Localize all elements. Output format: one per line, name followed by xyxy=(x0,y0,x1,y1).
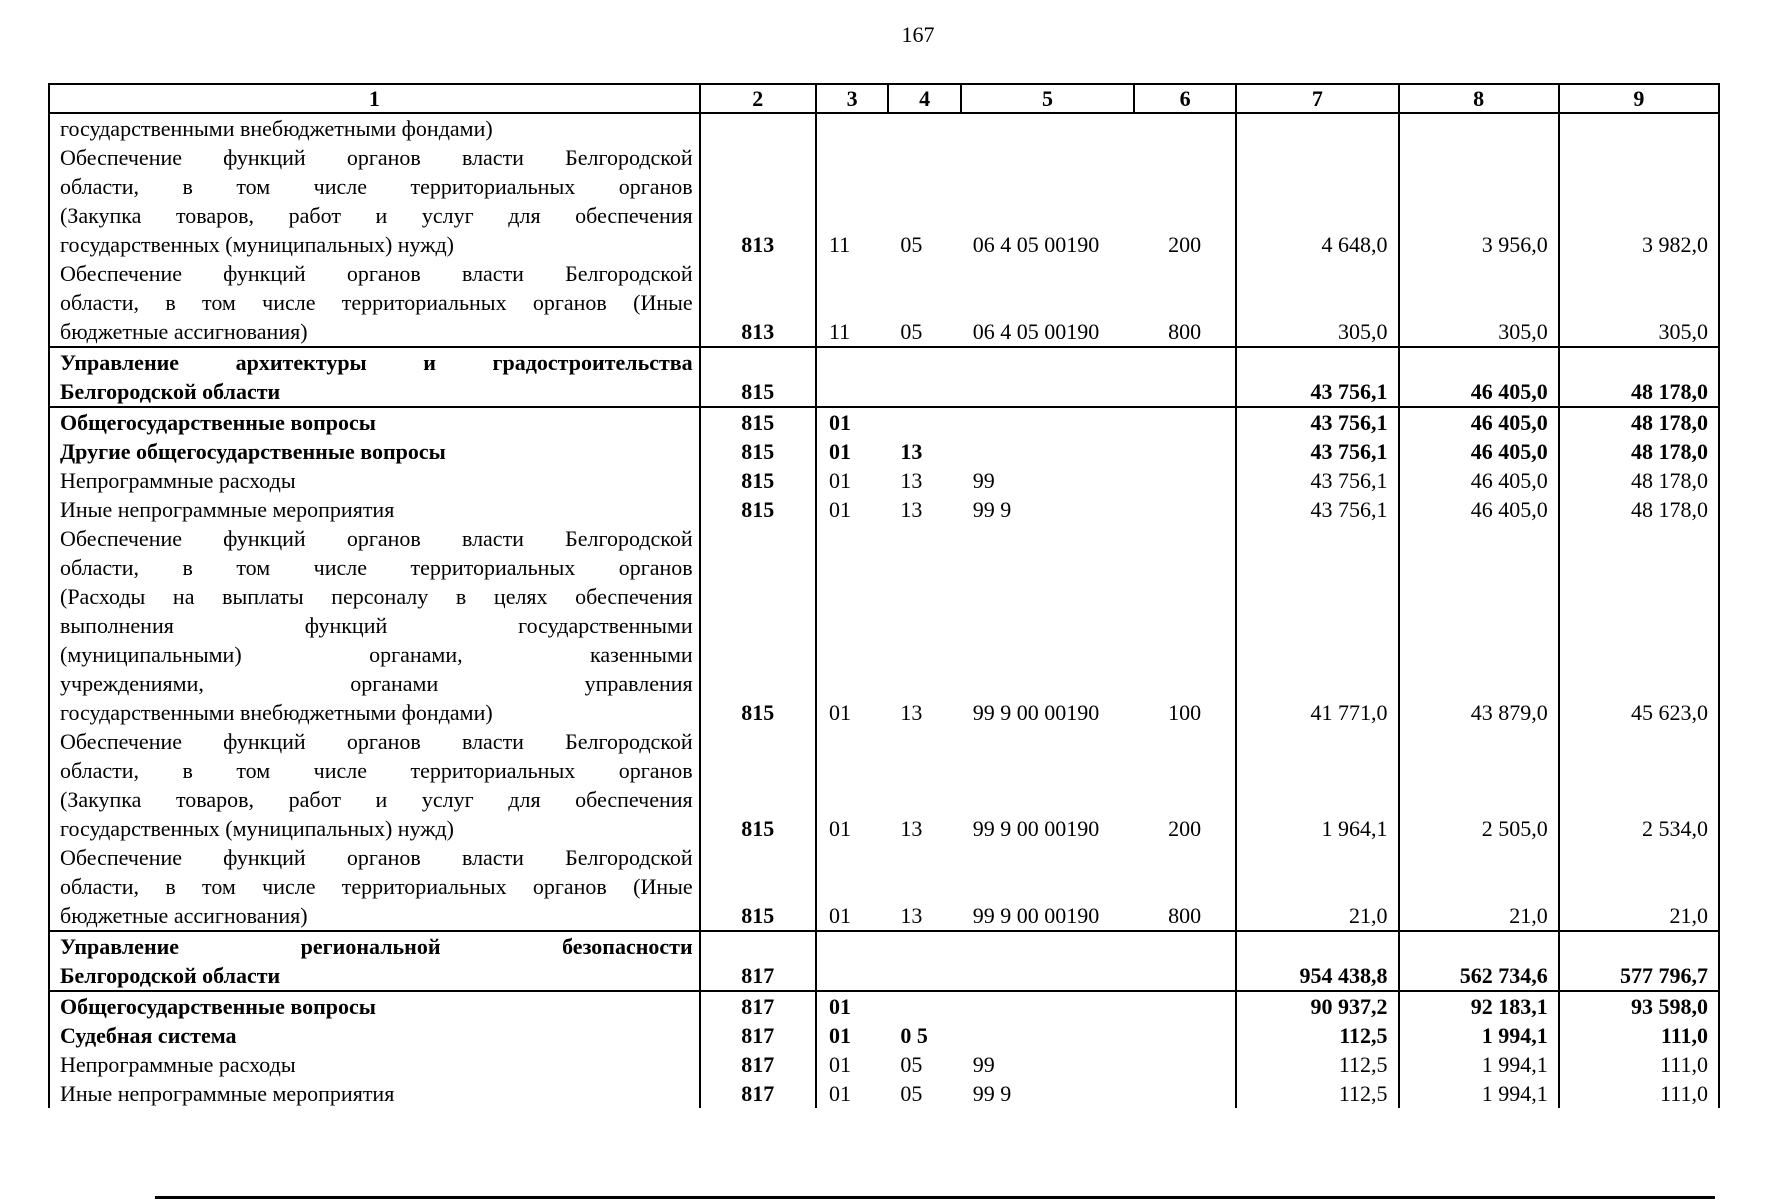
cell-amount-year-2: 21,0 xyxy=(1399,843,1559,931)
cell-ministry-code: 817 xyxy=(700,1050,816,1079)
description-line: Белгородской области xyxy=(60,379,281,404)
cell-target-article xyxy=(961,407,1134,437)
cell-section xyxy=(816,347,888,407)
description-line: Непрограммные расходы xyxy=(60,1052,296,1077)
cell-amount-year-3: 577 796,7 xyxy=(1559,931,1719,991)
cell-ministry-code: 815 xyxy=(700,466,816,495)
cell-amount-year-2 xyxy=(1399,113,1559,143)
description-line: государственными внебюджетными фондами) xyxy=(60,116,493,141)
cell-subsection: 13 xyxy=(900,497,923,522)
cell-amount-year-1: 41 771,0 xyxy=(1236,524,1398,727)
cell-subsection: 13 xyxy=(900,700,923,725)
cell-subsection: 05 xyxy=(900,319,923,344)
description-line: выполнения функций государственными xyxy=(60,613,693,638)
cell-ministry-code: 817 xyxy=(700,931,816,991)
cell-target-article xyxy=(961,991,1134,1021)
table-row xyxy=(49,495,1719,524)
cell-amount-year-2: 46 405,0 xyxy=(1399,495,1559,524)
cell-amount-year-3: 48 178,0 xyxy=(1559,466,1719,495)
cell-amount-year-2: 92 183,1 xyxy=(1399,991,1559,1021)
cell-subsection: 05 xyxy=(900,232,923,257)
cell-amount-year-3: 21,0 xyxy=(1559,843,1719,931)
cell-target-article: 99 9 00 00190 xyxy=(972,903,1100,928)
description-line: области, в том числе территориальных органов xyxy=(60,758,693,783)
description-line: (муниципальными) органами, казенными xyxy=(60,642,693,667)
cell-amount-year-2: 1 994,1 xyxy=(1399,1050,1559,1079)
cell-ministry-code: 815 xyxy=(700,437,816,466)
cell-section: 11 xyxy=(816,143,888,259)
cell-target-article xyxy=(961,1021,1134,1050)
bottom-rule xyxy=(155,1196,1715,1199)
cell-amount-year-3: 45 623,0 xyxy=(1559,524,1719,727)
row-description xyxy=(49,727,700,843)
cell-amount-year-3: 2 534,0 xyxy=(1559,727,1719,843)
header-col-7: 7 xyxy=(1236,84,1398,113)
cell-ministry-code: 815 xyxy=(700,495,816,524)
cell-target-article: 99 xyxy=(972,1052,995,1077)
description-line: Обеспечение функций органов власти Белгородской xyxy=(60,526,693,551)
cell-amount-year-2: 305,0 xyxy=(1399,259,1559,347)
table-row xyxy=(49,437,1719,466)
cell-amount-year-3: 48 178,0 xyxy=(1559,407,1719,437)
row-description xyxy=(49,1050,700,1079)
cell-expense-type xyxy=(1134,407,1236,437)
header-col-4: 4 xyxy=(888,84,960,113)
description-line: Иные непрограммные мероприятия xyxy=(60,1081,395,1106)
cell-amount-year-3: 48 178,0 xyxy=(1559,437,1719,466)
cell-amount-year-2: 2 505,0 xyxy=(1399,727,1559,843)
row-description xyxy=(49,1079,700,1108)
cell-subsection: 05 xyxy=(900,1052,923,1077)
cell-expense-type: 200 xyxy=(1134,143,1236,259)
cell-subsection: 05 xyxy=(900,1081,923,1106)
row-description xyxy=(49,347,700,407)
description-line: Управление региональной безопасности xyxy=(60,934,693,959)
cell-ministry-code: 815 xyxy=(700,843,816,931)
cell-target-article: 06 4 05 00190 xyxy=(972,232,1100,257)
description-line: области, в том числе территориальных органов xyxy=(60,555,693,580)
cell-ministry-code: 817 xyxy=(700,1021,816,1050)
row-description xyxy=(49,843,700,931)
description-line: бюджетные ассигнования) xyxy=(60,903,308,928)
description-line: области, в том числе территориальных органов xyxy=(60,174,693,199)
description-line: (Закупка товаров, работ и услуг для обеспечения xyxy=(60,787,693,812)
cell-expense-type: 800 xyxy=(1134,843,1236,931)
cell-amount-year-1: 43 756,1 xyxy=(1236,466,1398,495)
description-line: государственными внебюджетными фондами) xyxy=(60,700,493,725)
description-line: (Расходы на выплаты персоналу в целях обеспечения xyxy=(60,584,693,609)
cell-section: 01 xyxy=(816,727,888,843)
cell-amount-year-2: 562 734,6 xyxy=(1399,931,1559,991)
row-description xyxy=(49,259,700,347)
cell-amount-year-3: 111,0 xyxy=(1559,1079,1719,1108)
cell-subsection xyxy=(888,991,960,1021)
cell-expense-type xyxy=(1134,1050,1236,1079)
cell-amount-year-3: 48 178,0 xyxy=(1559,495,1719,524)
cell-amount-year-1: 90 937,2 xyxy=(1236,991,1398,1021)
header-col-1: 1 xyxy=(49,84,700,113)
description-line: области, в том числе территориальных органов (Иные xyxy=(60,874,693,899)
description-line: Иные непрограммные мероприятия xyxy=(60,497,395,522)
cell-amount-year-3: 111,0 xyxy=(1559,1050,1719,1079)
cell-expense-type xyxy=(1134,1079,1236,1108)
table-row xyxy=(49,843,1719,931)
row-description xyxy=(49,143,700,259)
cell-ministry-code: 817 xyxy=(700,1079,816,1108)
header-col-8: 8 xyxy=(1399,84,1559,113)
header-col-6: 6 xyxy=(1134,84,1236,113)
table-row xyxy=(49,991,1719,1021)
cell-section xyxy=(816,931,888,991)
description-line: (Закупка товаров, работ и услуг для обеспечения xyxy=(60,203,693,228)
cell-amount-year-3: 305,0 xyxy=(1559,259,1719,347)
header-col-5: 5 xyxy=(961,84,1134,113)
cell-section: 01 xyxy=(816,1021,888,1050)
cell-amount-year-1: 43 756,1 xyxy=(1236,407,1398,437)
cell-target-article: 99 9 00 00190 xyxy=(972,816,1100,841)
cell-amount-year-1: 112,5 xyxy=(1236,1021,1398,1050)
cell-ministry-code: 813 xyxy=(700,143,816,259)
cell-subsection xyxy=(888,931,960,991)
cell-section: 01 xyxy=(816,991,888,1021)
cell-amount-year-1: 21,0 xyxy=(1236,843,1398,931)
table-row xyxy=(49,466,1719,495)
cell-subsection: 0 5 xyxy=(900,1023,928,1048)
table-header xyxy=(49,84,1719,113)
cell-subsection xyxy=(888,113,960,143)
cell-amount-year-2: 46 405,0 xyxy=(1399,407,1559,437)
cell-expense-type: 800 xyxy=(1134,259,1236,347)
description-line: бюджетные ассигнования) xyxy=(60,319,308,344)
cell-section: 01 xyxy=(816,495,888,524)
cell-amount-year-2: 46 405,0 xyxy=(1399,437,1559,466)
table-row xyxy=(49,259,1719,347)
description-line: Другие общегосударственные вопросы xyxy=(60,439,446,464)
header-row xyxy=(49,84,1719,113)
cell-expense-type xyxy=(1134,437,1236,466)
cell-target-article xyxy=(961,931,1134,991)
description-line: государственных (муниципальных) нужд) xyxy=(60,816,454,841)
cell-amount-year-3 xyxy=(1559,113,1719,143)
cell-section xyxy=(816,113,888,143)
cell-target-article xyxy=(961,113,1134,143)
cell-section: 11 xyxy=(816,259,888,347)
cell-expense-type xyxy=(1134,931,1236,991)
cell-expense-type: 200 xyxy=(1134,727,1236,843)
cell-amount-year-1: 112,5 xyxy=(1236,1050,1398,1079)
table-row xyxy=(49,407,1719,437)
description-line: Обеспечение функций органов власти Белгородской xyxy=(60,145,693,170)
row-description xyxy=(49,466,700,495)
row-description xyxy=(49,991,700,1021)
cell-amount-year-1: 305,0 xyxy=(1236,259,1398,347)
cell-amount-year-2: 46 405,0 xyxy=(1399,347,1559,407)
description-line: Непрограммные расходы xyxy=(60,468,296,493)
cell-section: 01 xyxy=(816,1050,888,1079)
cell-amount-year-3: 111,0 xyxy=(1559,1021,1719,1050)
cell-expense-type xyxy=(1134,466,1236,495)
cell-amount-year-1: 4 648,0 xyxy=(1236,143,1398,259)
description-line: Общегосударственные вопросы xyxy=(60,994,376,1019)
header-col-3: 3 xyxy=(816,84,888,113)
row-description xyxy=(49,495,700,524)
cell-section: 01 xyxy=(816,407,888,437)
row-description xyxy=(49,407,700,437)
cell-expense-type xyxy=(1134,113,1236,143)
cell-ministry-code xyxy=(700,113,816,143)
budget-table xyxy=(48,83,1720,1108)
cell-amount-year-1 xyxy=(1236,113,1398,143)
cell-target-article: 99 9 xyxy=(972,497,1012,522)
cell-subsection xyxy=(888,347,960,407)
cell-amount-year-3: 48 178,0 xyxy=(1559,347,1719,407)
table-body xyxy=(49,113,1719,1108)
description-line: государственных (муниципальных) нужд) xyxy=(60,232,454,257)
cell-amount-year-3: 3 982,0 xyxy=(1559,143,1719,259)
cell-ministry-code: 817 xyxy=(700,991,816,1021)
cell-amount-year-3: 93 598,0 xyxy=(1559,991,1719,1021)
cell-ministry-code: 815 xyxy=(700,727,816,843)
cell-amount-year-1: 43 756,1 xyxy=(1236,437,1398,466)
cell-section: 01 xyxy=(816,466,888,495)
description-line: учреждениями, органами управления xyxy=(60,671,693,696)
description-line: Управление архитектуры и градостроительства xyxy=(60,350,693,375)
cell-amount-year-2: 1 994,1 xyxy=(1399,1021,1559,1050)
cell-amount-year-2: 1 994,1 xyxy=(1399,1079,1559,1108)
row-description xyxy=(49,1021,700,1050)
row-description xyxy=(49,524,700,727)
header-col-9: 9 xyxy=(1559,84,1719,113)
table-row xyxy=(49,1021,1719,1050)
row-description xyxy=(49,437,700,466)
description-line: Обеспечение функций органов власти Белгородской xyxy=(60,845,693,870)
cell-amount-year-2: 3 956,0 xyxy=(1399,143,1559,259)
description-line: Общегосударственные вопросы xyxy=(60,410,376,435)
cell-target-article: 99 9 xyxy=(972,1081,1012,1106)
cell-amount-year-2: 43 879,0 xyxy=(1399,524,1559,727)
cell-ministry-code: 813 xyxy=(700,259,816,347)
cell-subsection: 13 xyxy=(900,816,923,841)
header-col-2: 2 xyxy=(700,84,816,113)
cell-expense-type xyxy=(1134,347,1236,407)
cell-subsection: 13 xyxy=(900,903,923,928)
description-line: Белгородской области xyxy=(60,963,281,988)
cell-section: 01 xyxy=(816,843,888,931)
page-number: 167 xyxy=(901,22,935,47)
table-row xyxy=(49,1079,1719,1108)
cell-target-article xyxy=(961,437,1134,466)
cell-target-article: 06 4 05 00190 xyxy=(972,319,1100,344)
cell-target-article: 99 xyxy=(972,468,995,493)
table-row xyxy=(49,113,1719,143)
cell-expense-type xyxy=(1134,1021,1236,1050)
cell-amount-year-1: 112,5 xyxy=(1236,1079,1398,1108)
cell-amount-year-1: 1 964,1 xyxy=(1236,727,1398,843)
table-row xyxy=(49,931,1719,991)
cell-target-article xyxy=(961,347,1134,407)
cell-amount-year-2: 46 405,0 xyxy=(1399,466,1559,495)
row-description xyxy=(49,113,700,143)
table-row xyxy=(49,347,1719,407)
description-line: области, в том числе территориальных органов (Иные xyxy=(60,290,693,315)
cell-expense-type xyxy=(1134,495,1236,524)
description-line: Обеспечение функций органов власти Белгородской xyxy=(60,729,693,754)
cell-target-article: 99 9 00 00190 xyxy=(972,700,1100,725)
table-row xyxy=(49,524,1719,727)
cell-expense-type: 100 xyxy=(1134,524,1236,727)
cell-expense-type xyxy=(1134,991,1236,1021)
cell-section: 01 xyxy=(816,1079,888,1108)
cell-ministry-code: 815 xyxy=(700,407,816,437)
cell-ministry-code: 815 xyxy=(700,524,816,727)
cell-subsection: 13 xyxy=(900,468,923,493)
cell-section: 01 xyxy=(816,437,888,466)
cell-ministry-code: 815 xyxy=(700,347,816,407)
cell-section: 01 xyxy=(816,524,888,727)
cell-amount-year-1: 954 438,8 xyxy=(1236,931,1398,991)
table-row xyxy=(49,1050,1719,1079)
cell-amount-year-1: 43 756,1 xyxy=(1236,347,1398,407)
cell-amount-year-1: 43 756,1 xyxy=(1236,495,1398,524)
cell-subsection xyxy=(888,407,960,437)
table-row xyxy=(49,143,1719,259)
description-line: Обеспечение функций органов власти Белгородской xyxy=(60,261,693,286)
cell-subsection: 13 xyxy=(900,439,923,464)
row-description xyxy=(49,931,700,991)
table-row xyxy=(49,727,1719,843)
description-line: Судебная система xyxy=(60,1023,237,1048)
